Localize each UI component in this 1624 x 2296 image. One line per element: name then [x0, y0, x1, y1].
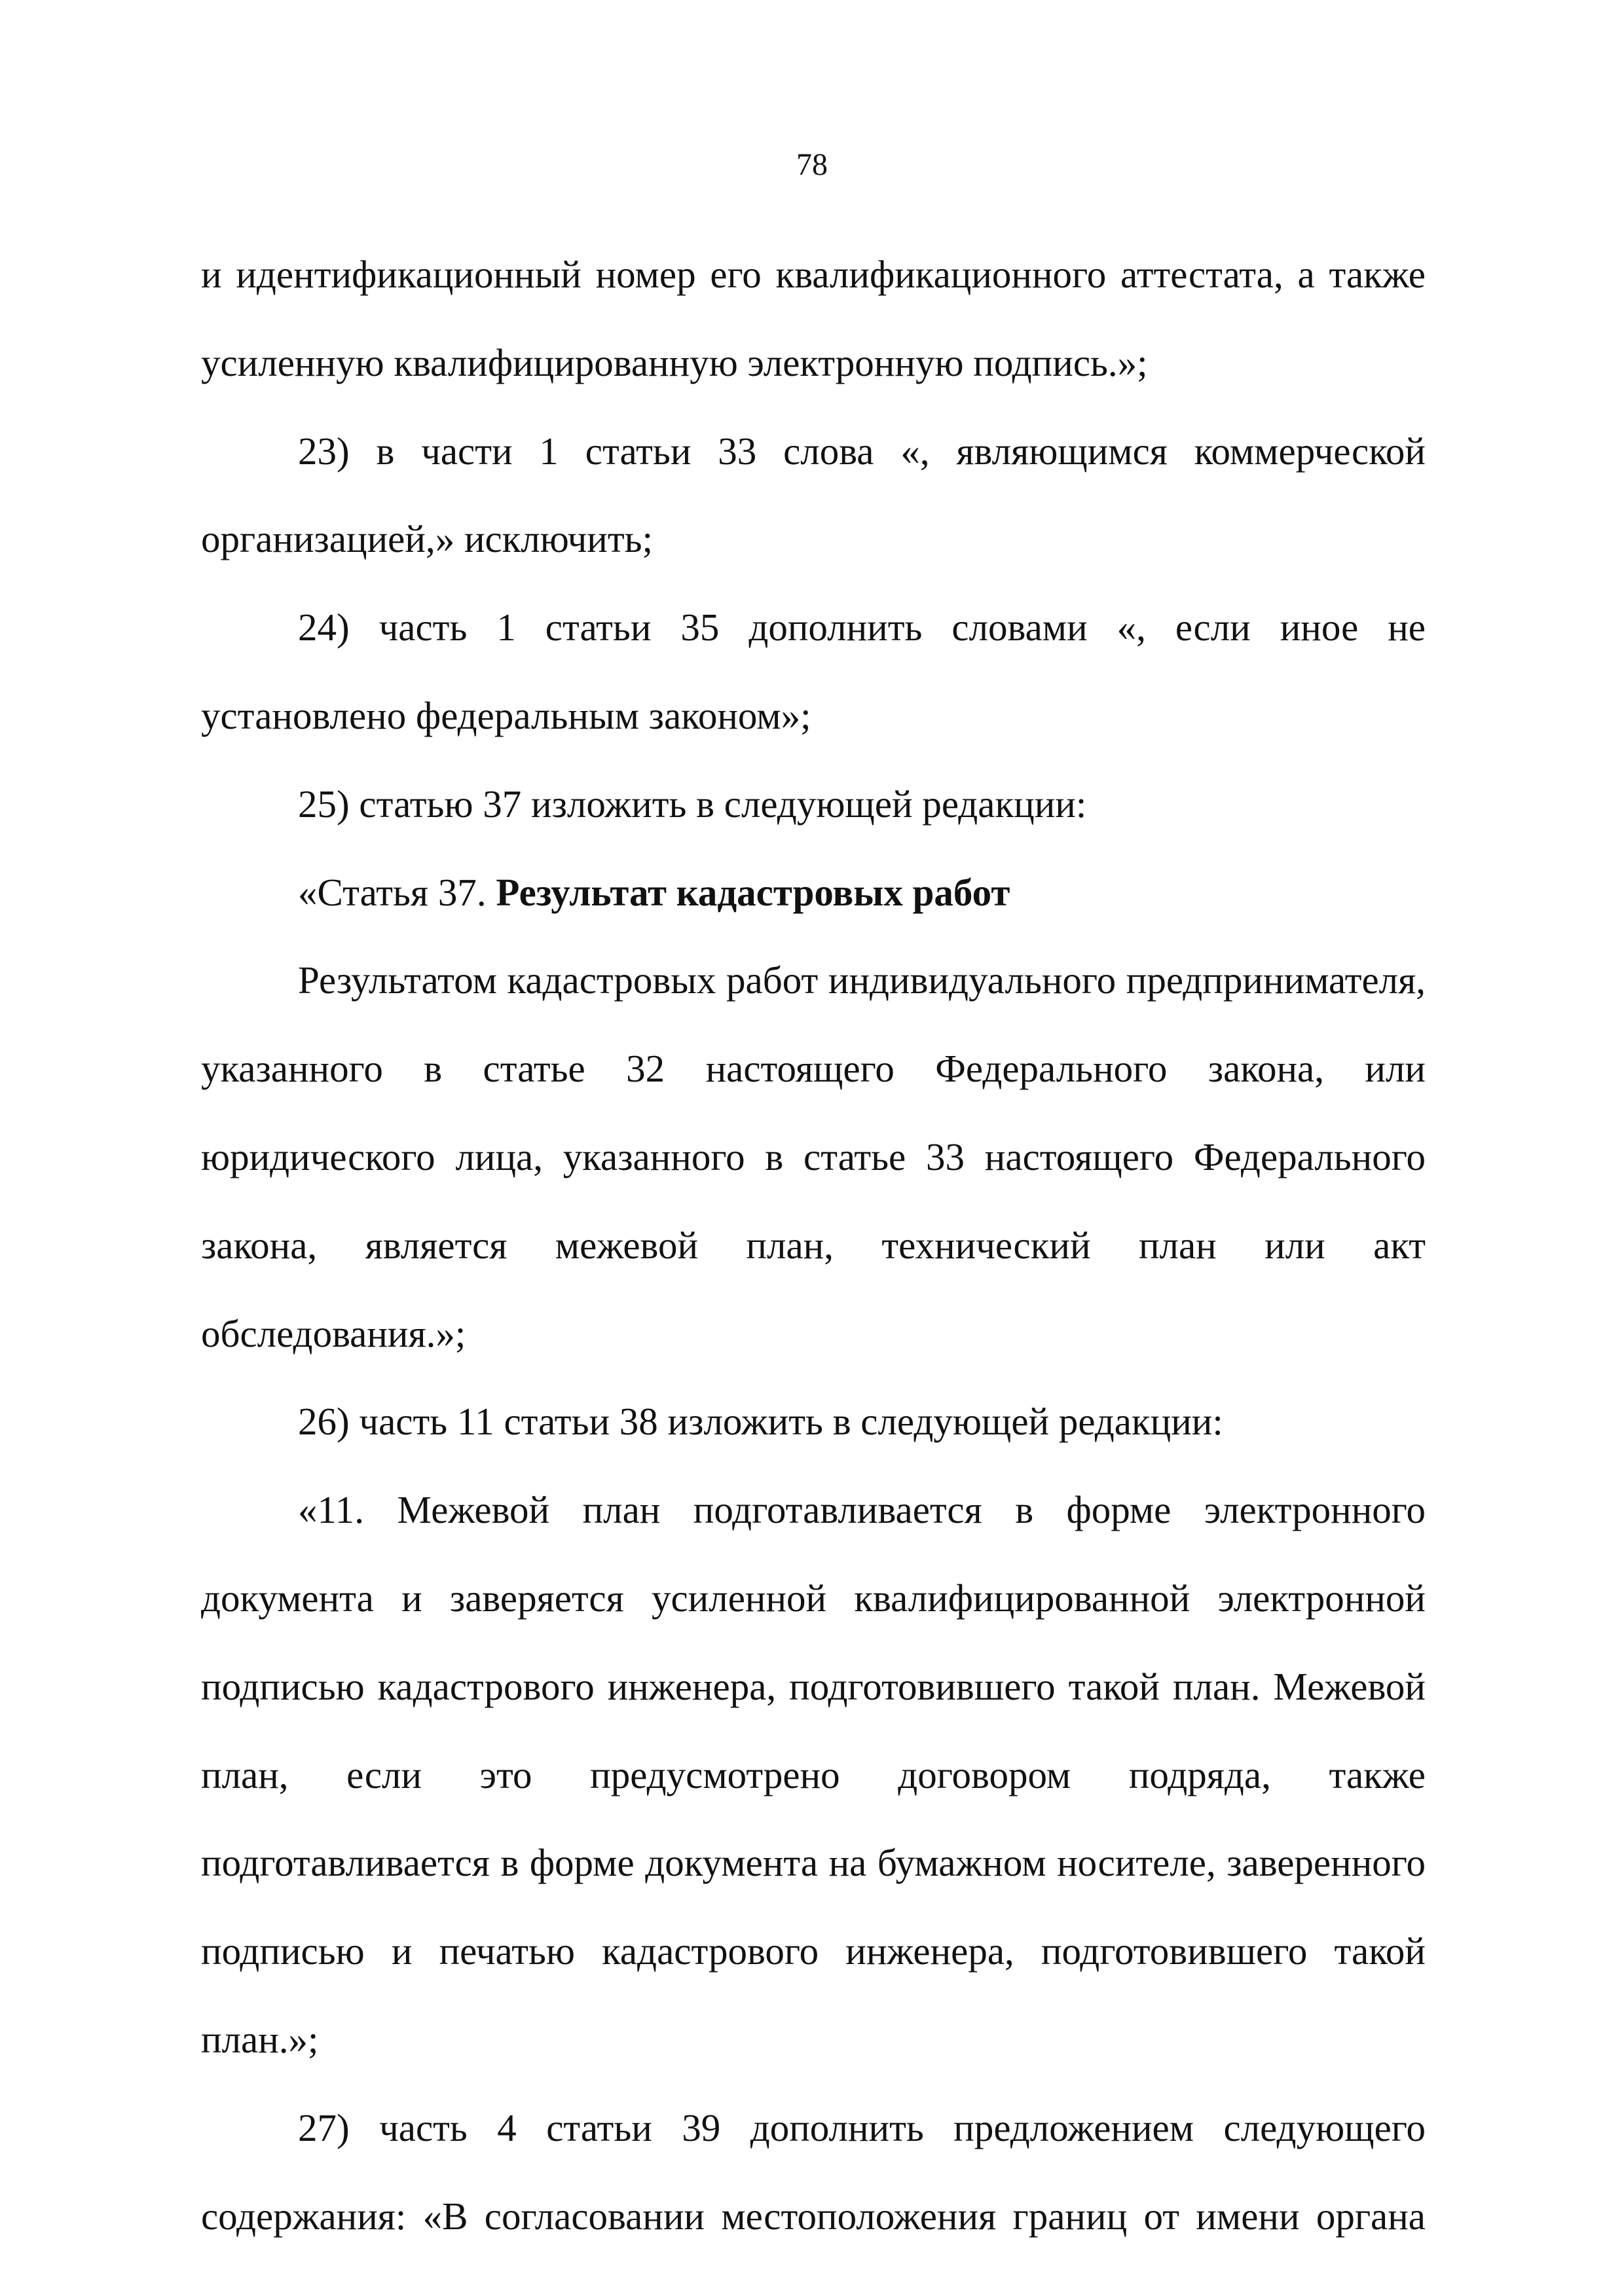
paragraph-item-26: 26) часть 11 статьи 38 изложить в следующей редакции:: [298, 1400, 1223, 1444]
document-body: [201, 230, 1426, 2260]
paragraph-item-25: 25) статью 37 изложить в следующей редакции:: [298, 782, 1087, 826]
article-heading-title: Результат кадастровых работ: [496, 870, 1010, 914]
paragraph-continuation: и идентификационный номер его квалификационного аттестата, а также усиленную квалифицированную электронную подпись.»;: [201, 253, 1426, 384]
page-number: 78: [796, 147, 828, 182]
paragraph-item-27: 27) часть 4 статьи 39 дополнить предложением следующего содержания: «В согласовании местоположения границ от имени органа: [201, 2105, 1426, 2238]
paragraph-item-24: 24) часть 1 статьи 35 дополнить словами «, если иное не установлено федеральным законом»;: [201, 606, 1426, 737]
paragraph-item-23: 23) в части 1 статьи 33 слова «, являющимся коммерческой организацией,» исключить;: [201, 429, 1426, 561]
part-11-text: «11. Межевой план подготавливается в форме электронного документа и заверяется усиленной квалифицированной электронной подписью кадастрового инженера, подготовившего такой план. Межевой план, если это предусмотрено договором подряда, также подготавливается в форме документа на бумажном носителе, заверенного подписью и печатью кадастрового инженера, подготовившего такой план.»;: [201, 1488, 1426, 2061]
article-heading-prefix: «Статья 37.: [298, 870, 496, 914]
article-heading: [201, 848, 1426, 937]
article-37-text: Результатом кадастровых работ индивидуального предпринимателя, указанного в статье 32 настоящего Федерального закона, или юридического лица, указанного в статье 33 настоящего Федерального закона, является межевой план, технический план или акт обследования.»;: [201, 958, 1426, 1355]
